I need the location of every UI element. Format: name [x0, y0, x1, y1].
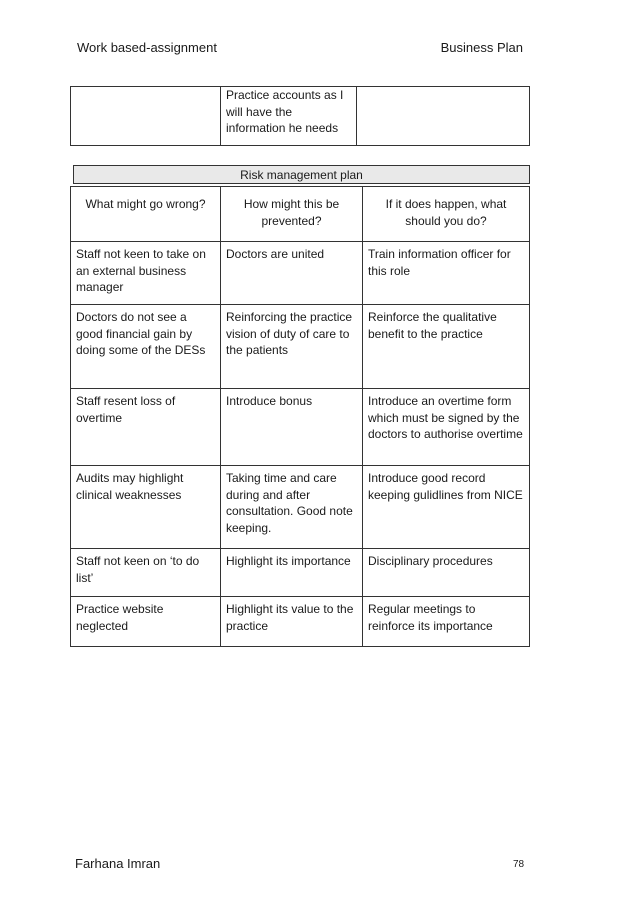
column-header: How might this be prevented? [221, 187, 363, 242]
table-cell: Taking time and care during and after consultation. Good note keeping. [221, 466, 363, 549]
risk-management-title: Risk management plan [73, 165, 530, 184]
table-row [71, 87, 530, 146]
table-cell: Train information officer for this role [363, 242, 530, 305]
table-row [71, 389, 530, 466]
table-cell: Doctors are united [221, 242, 363, 305]
table-cell: Highlight its value to the practice [221, 597, 363, 647]
table-cell: Introduce an overtime form which must be signed by the doctors to authorise overtime [363, 389, 530, 466]
table-cell: Highlight its importance [221, 549, 363, 597]
table-cell: Introduce bonus [221, 389, 363, 466]
table-cell: Reinforcing the practice vision of duty of care to the patients [221, 305, 363, 389]
table-cell: Audits may highlight clinical weaknesses [71, 466, 221, 549]
table-cell: Doctors do not see a good financial gain by doing some of the DESs [71, 305, 221, 389]
table-cell: Regular meetings to reinforce its importance [363, 597, 530, 647]
footer-author: Farhana Imran [75, 856, 161, 871]
header-left: Work based-assignment [77, 40, 217, 55]
column-header: If it does happen, what should you do? [363, 187, 530, 242]
table-row [71, 305, 530, 389]
table-row [71, 549, 530, 597]
table-cell: Staff not keen on ‘to do list’ [71, 549, 221, 597]
table-cell: Introduce good record keeping gulidlines from NICE [363, 466, 530, 549]
table-cell: Reinforce the qualitative benefit to the practice [363, 305, 530, 389]
risk-management-table [70, 186, 530, 647]
column-header: What might go wrong? [71, 187, 221, 242]
table-cell: Staff resent loss of overtime [71, 389, 221, 466]
header-right: Business Plan [440, 40, 523, 55]
table-row [71, 597, 530, 647]
table-cell [71, 87, 221, 146]
table-cell: Practice accounts as I will have the information he needs [221, 87, 357, 146]
table-row [71, 242, 530, 305]
table-row [71, 466, 530, 549]
table-cell: Staff not keen to take on an external business manager [71, 242, 221, 305]
page-number: 78 [513, 859, 525, 870]
continued-table [70, 86, 530, 146]
table-cell: Practice website neglected [71, 597, 221, 647]
table-cell: Disciplinary procedures [363, 549, 530, 597]
table-cell [357, 87, 530, 146]
table-header-row [71, 187, 530, 242]
